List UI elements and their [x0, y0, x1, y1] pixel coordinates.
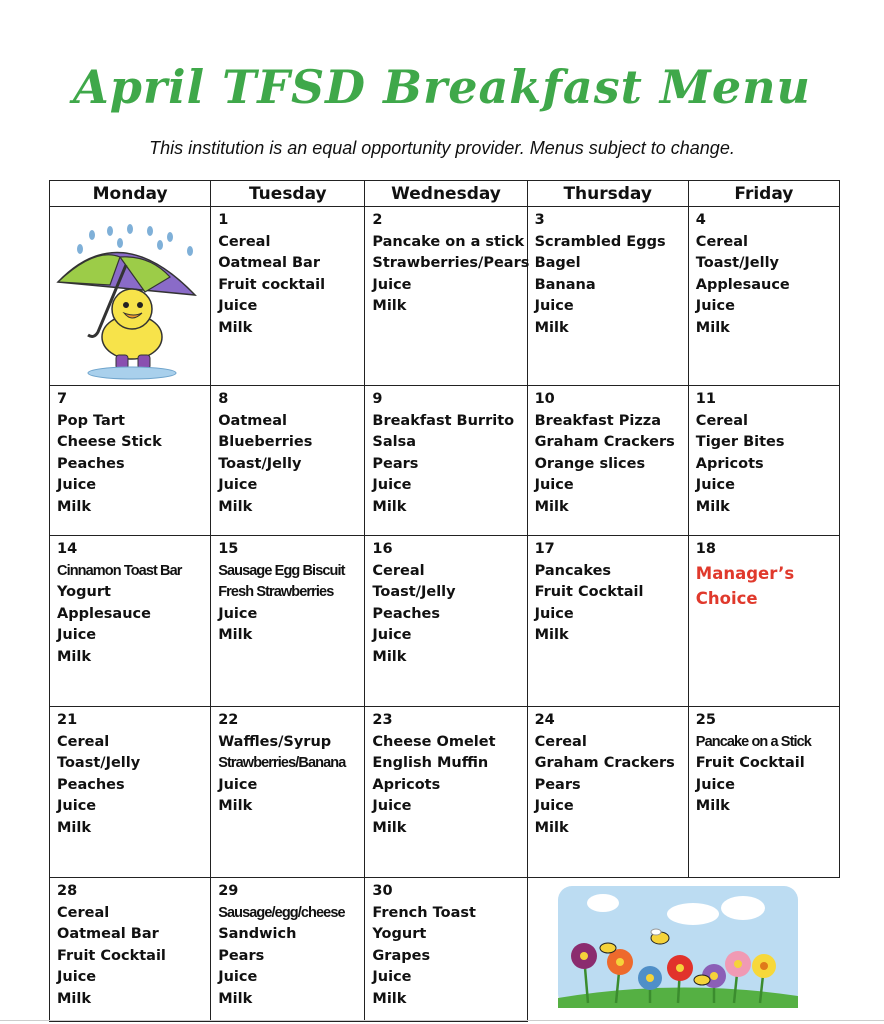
menu-item: Fruit cocktail	[218, 276, 326, 293]
day-cell-10	[527, 386, 688, 536]
menu-item: Fresh Strawberries	[218, 584, 334, 600]
day-cell-17	[527, 536, 688, 707]
day-number: 1	[218, 212, 229, 228]
menu-item: Toast/Jelly	[218, 455, 302, 472]
day-number: 17	[534, 541, 555, 557]
header-wednesday: Wednesday	[365, 181, 527, 207]
day-cell-23	[365, 707, 527, 878]
flowers-cell	[527, 878, 839, 1022]
menu-item: Juice	[372, 969, 412, 985]
menu-item: Fruit Cocktail	[695, 755, 805, 771]
menu-item: Breakfast Pizza	[534, 412, 662, 429]
menu-item: Pancake on a Stick	[695, 733, 811, 750]
day-cell-2	[365, 207, 530, 386]
menu-item: Milk	[57, 819, 92, 836]
menu-item: Apricots	[695, 455, 764, 472]
menu-item: Milk	[534, 498, 569, 515]
day-number: 8	[218, 391, 229, 407]
menu-item: Juice	[534, 477, 574, 493]
menu-item: Yogurt	[57, 584, 111, 600]
menu-item: Juice	[57, 627, 97, 643]
duck-umbrella-icon	[50, 207, 210, 382]
menu-item: Milk	[372, 298, 407, 314]
day-cell-21	[50, 707, 211, 878]
menu-item: Cereal	[218, 233, 271, 250]
menu-item: Juice	[218, 477, 258, 493]
day-cell-1	[211, 207, 365, 386]
menu-item: Pancake on a stick	[372, 233, 525, 250]
menu-item: Juice	[534, 605, 574, 622]
menu-item: Tiger Bites	[695, 434, 785, 450]
menu-item: Milk	[57, 990, 92, 1007]
day-cell-8	[211, 386, 365, 536]
menu-item: Juice	[57, 477, 97, 493]
duck-umbrella-cell	[50, 207, 211, 386]
menu-item: Milk	[218, 627, 253, 643]
menu-item: Banana	[534, 276, 596, 293]
menu-item: Milk	[372, 648, 407, 665]
menu-item: Milk	[695, 319, 730, 336]
menu-item: Waffles/Syrup	[218, 733, 332, 750]
day-cell-15	[211, 536, 365, 707]
menu-item: Milk	[218, 498, 253, 515]
menu-item: English Muffin	[372, 755, 489, 771]
day-number: 29	[218, 883, 239, 899]
flowers-bees-icon	[528, 878, 838, 1018]
menu-item: Graham Crackers	[534, 434, 675, 450]
menu-item: Toast/Jelly	[57, 755, 141, 771]
menu-item: Milk	[534, 627, 569, 643]
menu-item: Milk	[57, 648, 92, 665]
day-number: 22	[218, 712, 239, 728]
menu-item: Pears	[372, 455, 419, 472]
menu-item: Graham Crackers	[534, 755, 675, 771]
menu-item: Oatmeal	[218, 412, 287, 429]
menu-item: Juice	[372, 627, 412, 643]
menu-item: Cheese Omelet	[372, 733, 496, 750]
menu-item: Juice	[695, 298, 735, 314]
day-number: 16	[372, 541, 393, 557]
menu-item: Apricots	[372, 776, 441, 793]
menu-item: Juice	[534, 798, 574, 814]
menu-item: Cheese Stick	[57, 434, 162, 450]
menu-item: Scrambled Eggs	[534, 233, 666, 250]
menu-item: Applesauce	[57, 605, 151, 622]
menu-item: Strawberries/Banana	[218, 755, 346, 771]
menu-item: Strawberries/Pears	[372, 255, 530, 271]
menu-item: Juice	[372, 477, 412, 493]
day-number: 25	[695, 712, 716, 728]
menu-item: Juice	[218, 298, 258, 314]
day-number: 2	[372, 212, 383, 228]
day-number: 21	[57, 712, 78, 728]
menu-item: Toast/Jelly	[695, 255, 779, 271]
managers-choice-label: Choice	[695, 588, 758, 608]
day-number: 9	[372, 391, 383, 407]
menu-item: Juice	[218, 969, 258, 985]
menu-item: Salsa	[372, 434, 417, 450]
menu-item: Milk	[372, 990, 407, 1007]
menu-item: Milk	[695, 798, 730, 814]
day-cell-16	[365, 536, 527, 707]
managers-choice-label: Manager’s	[695, 563, 795, 583]
menu-item: Peaches	[372, 605, 441, 622]
menu-item: Sausage/egg/cheese	[218, 904, 345, 921]
menu-item: Peaches	[57, 455, 125, 472]
menu-item: Juice	[534, 298, 574, 314]
menu-item: Applesauce	[695, 276, 790, 293]
day-number: 30	[372, 883, 393, 899]
menu-item: Oatmeal Bar	[57, 926, 159, 942]
day-number: 28	[57, 883, 78, 899]
menu-item: Juice	[57, 969, 97, 985]
day-number: 7	[57, 391, 68, 407]
menu-item: Pancakes	[534, 562, 612, 579]
day-cell-30	[365, 878, 527, 1022]
menu-item: Pop Tart	[57, 412, 125, 429]
page-bottom-edge	[0, 1020, 884, 1021]
menu-item: Milk	[218, 990, 253, 1007]
menu-item: Juice	[695, 776, 735, 793]
header-friday: Friday	[688, 181, 839, 207]
day-number: 11	[695, 391, 716, 407]
menu-item: Juice	[372, 798, 412, 814]
day-number: 18	[695, 541, 716, 557]
header-tuesday: Tuesday	[211, 181, 365, 207]
menu-item: Toast/Jelly	[372, 584, 456, 600]
day-cell-22	[211, 707, 365, 878]
day-number: 24	[534, 712, 555, 728]
menu-item: Cinnamon Toast Bar	[57, 562, 182, 579]
menu-item: Juice	[372, 276, 412, 293]
menu-item: Cereal	[57, 904, 110, 921]
day-number: 3	[534, 212, 545, 228]
menu-item: Cereal	[695, 233, 749, 250]
day-cell-9	[365, 386, 527, 536]
menu-subtitle: This institution is an equal opportunity provider. Menus subject to change.	[149, 138, 735, 158]
day-cell-28	[50, 878, 211, 1022]
week-row-2	[50, 386, 840, 536]
breakfast-calendar	[49, 180, 840, 1022]
menu-item: Milk	[57, 498, 92, 515]
week-row-4	[50, 707, 840, 878]
week-row-3	[50, 536, 840, 707]
menu-item: Grapes	[372, 947, 431, 964]
menu-item: Cereal	[372, 562, 425, 579]
menu-item: Pears	[534, 776, 581, 793]
menu-item: Fruit Cocktail	[57, 947, 166, 964]
menu-item: Cereal	[57, 733, 110, 750]
menu-item: Orange slices	[534, 455, 646, 472]
menu-item: Milk	[372, 498, 407, 515]
day-cell-18	[688, 536, 839, 707]
menu-item: Bagel	[534, 255, 581, 271]
menu-item: Milk	[695, 498, 730, 515]
menu-item: Breakfast Burrito	[372, 412, 515, 429]
menu-item: Cereal	[695, 412, 749, 429]
menu-item: Blueberries	[218, 434, 313, 450]
menu-item: Milk	[534, 319, 569, 336]
day-cell-7	[50, 386, 211, 536]
menu-item: Milk	[218, 798, 253, 814]
menu-item: Milk	[218, 319, 253, 336]
menu-title: April TFSD Breakfast Menu	[73, 60, 811, 114]
menu-item: Pears	[218, 947, 265, 964]
menu-item: Milk	[534, 819, 569, 836]
menu-item: French Toast	[372, 904, 476, 921]
day-cell-29	[211, 878, 365, 1022]
menu-item: Sausage Egg Biscuit	[218, 562, 345, 579]
header-thursday: Thursday	[527, 181, 688, 207]
day-cell-25	[688, 707, 839, 878]
week-row-1	[50, 207, 840, 386]
day-cell-11	[688, 386, 839, 536]
day-number: 10	[534, 391, 555, 407]
menu-item: Sandwich	[218, 926, 297, 942]
menu-item: Cereal	[534, 733, 587, 750]
day-cell-4	[688, 207, 839, 386]
week-row-5	[50, 878, 840, 1022]
day-cell-24	[527, 707, 688, 878]
day-cell-3	[527, 207, 688, 386]
day-number: 23	[372, 712, 393, 728]
day-number: 15	[218, 541, 239, 557]
day-number: 14	[57, 541, 78, 557]
menu-item: Fruit Cocktail	[534, 584, 644, 600]
menu-item: Juice	[695, 477, 735, 493]
header-monday: Monday	[50, 181, 211, 207]
menu-item: Peaches	[57, 776, 125, 793]
menu-item: Oatmeal Bar	[218, 255, 320, 271]
menu-item: Yogurt	[372, 926, 427, 942]
weekday-header-row	[50, 181, 840, 207]
day-number: 4	[695, 212, 706, 228]
day-cell-14	[50, 536, 211, 707]
menu-item: Juice	[218, 605, 258, 622]
menu-item: Juice	[57, 798, 97, 814]
menu-item: Juice	[218, 776, 258, 793]
menu-item: Milk	[372, 819, 407, 836]
